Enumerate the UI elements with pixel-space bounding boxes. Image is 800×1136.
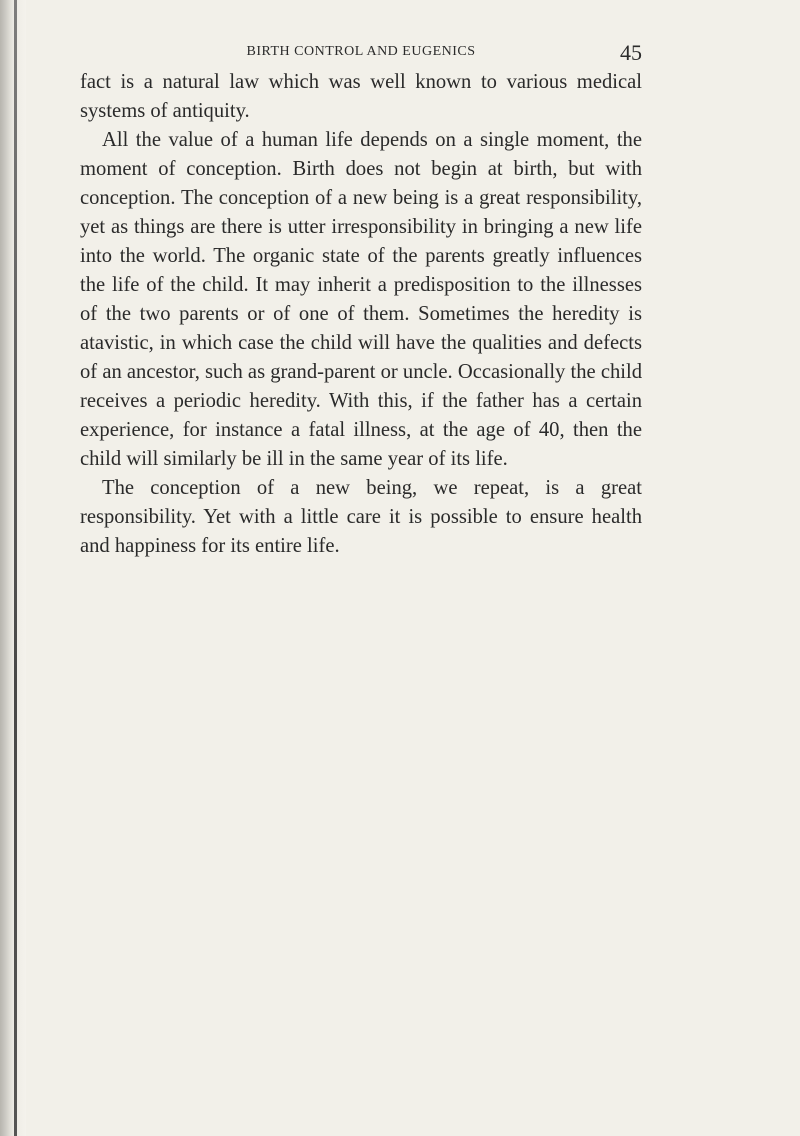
body-text bbox=[80, 68, 642, 561]
running-head bbox=[80, 40, 642, 68]
binding-shadow bbox=[0, 0, 14, 1136]
paragraph-continuation: fact is a natural law which was well known to various medical systems of antiquity. bbox=[80, 71, 642, 122]
paragraph: All the value of a human life depends on a single moment, the moment of conception. Birth does not begin at birth, but with conception. The conception of a new being is a great responsibility, yet as things are there is utter irresponsibility in bringing a new life into the world. The organic state of the parents greatly influences the life of the child. It may inherit a predisposition to the illnesses of the two parents or of one of them. Sometimes the heredity is atavistic, in which case the child will have the qualities and defects of an ancestor, such as grand-parent or uncle. Occasionally the child receives a periodic heredity. With this, if the father has a certain experience, for instance a fatal illness, at the age of 40, then the child will similarly be ill in the same year of its life. bbox=[80, 129, 642, 470]
paragraph: The conception of a new being, we repeat, is a great responsibility. Yet with a little care it is possible to ensure health and happiness for its entire life. bbox=[80, 477, 642, 557]
binding-edge bbox=[14, 0, 17, 1136]
running-title: BIRTH CONTROL AND EUGENICS bbox=[246, 44, 476, 59]
page-number: 45 bbox=[620, 40, 642, 65]
